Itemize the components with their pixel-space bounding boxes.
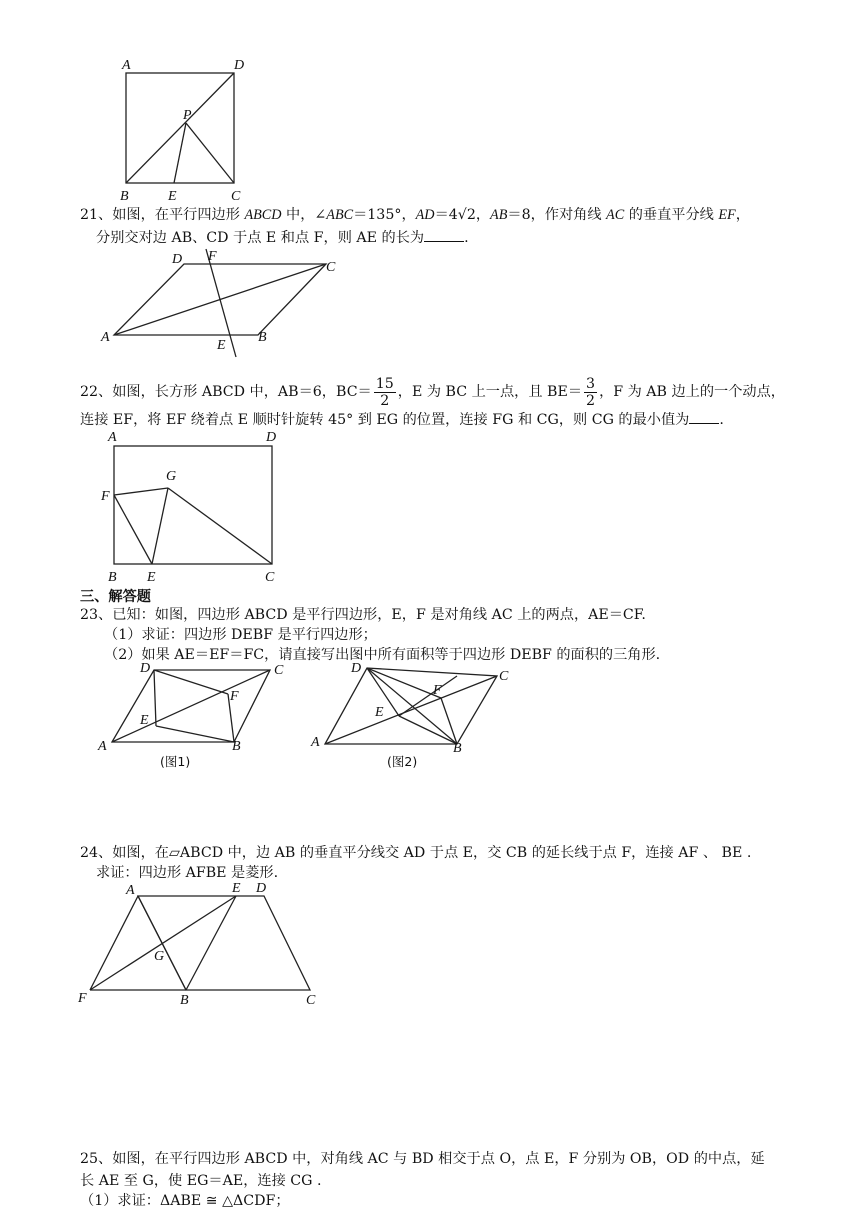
point-e: E <box>140 713 149 728</box>
point-d: D <box>266 430 277 445</box>
point-b: B <box>108 570 117 585</box>
point-b: B <box>180 993 189 1006</box>
fraction-be: $\frac{3}{2}$ <box>586 375 596 409</box>
point-g: G <box>166 469 177 484</box>
q25-line3: （1）求证：ΔABE ≅ △ΔCDF； <box>80 1193 290 1209</box>
q25-line1: 25、如图，在平行四边形 ABCD 中，对角线 AC 与 BD 相交于点 O，点 E，F 分别为 OB，OD 的中点，延 <box>80 1151 765 1167</box>
figure-q23-1 <box>92 660 302 772</box>
point-a: A <box>98 739 107 754</box>
point-f: F <box>230 689 239 704</box>
point-f: F <box>208 249 217 264</box>
point-b: B <box>258 330 267 345</box>
figure-caption: (图2) <box>387 754 418 769</box>
point-e: E <box>217 338 226 353</box>
q23-line3: （2）如果 AE＝EF＝FC，请直接写出图中所有面积等于四边形 DEBF 的面积的三角形. <box>104 647 661 663</box>
figure-q22 <box>98 428 288 586</box>
q21-line2: 分别交对边 AB、CD 于点 E 和点 F，则 AE 的长为 . <box>96 230 469 246</box>
point-e: E <box>375 705 384 720</box>
point-c: C <box>265 570 275 585</box>
figure-q23-2 <box>305 660 520 772</box>
q25-line2: 长 AE 至 G，使 EG＝AE，连接 CG . <box>80 1173 322 1189</box>
q22-line2: 连接 EF，将 EF 绕着点 E 顺时针旋转 45° 到 EG 的位置，连接 FG 和 CG，则 CG 的最小值为 . <box>80 412 724 428</box>
point-d: D <box>140 661 151 676</box>
point-f: F <box>78 991 87 1006</box>
point-c: C <box>306 993 316 1006</box>
point-a: A <box>126 883 135 898</box>
point-f: F <box>433 683 442 698</box>
point-d: D <box>351 661 362 676</box>
point-b: B <box>232 739 241 754</box>
point-a: A <box>311 735 320 750</box>
point-d: D <box>256 881 267 896</box>
point-g: G <box>154 949 165 964</box>
point-c: C <box>326 260 336 275</box>
section-title: 三、解答题 <box>80 589 151 605</box>
point-a: A <box>108 430 117 445</box>
q21-line1: 21、如图，在平行四边形 ABCD 中，∠ABC＝135°，AD＝4√2，AB＝8，作对角线 AC 的垂直平分线 EF， <box>80 207 750 223</box>
figure-q21 <box>98 245 348 365</box>
q23-line1: 23、已知：如图，四边形 ABCD 是平行四边形，E，F 是对角线 AC 上的两点，AE＝CF. <box>80 607 646 623</box>
point-e: E <box>147 570 156 585</box>
q24-line1: 24、如图，在▱ABCD 中，边 AB 的垂直平分线交 AD 于点 E，交 CB 的延长线于点 F，连接 AF 、 BE . <box>80 845 752 861</box>
point-f: F <box>101 489 110 504</box>
q24-line2: 求证：四边形 AFBE 是菱形. <box>96 865 279 881</box>
point-c: C <box>231 189 241 204</box>
figure-caption: (图1) <box>160 754 191 769</box>
q22-line1: 22、如图，长方形 ABCD 中，AB＝6，BC＝ $\frac{15}{2}$ ，E 为 BC 上一点，且 BE＝ $\frac{3}{2}$ ，F 为 AB 边上的一个动点， <box>80 375 785 409</box>
point-p: P <box>183 108 192 123</box>
fraction-bc: $\frac{15}{2}$ <box>375 375 394 409</box>
point-b: B <box>453 741 462 756</box>
point-a: A <box>122 58 131 73</box>
point-a: A <box>101 330 110 345</box>
q23-line2: （1）求证：四边形 DEBF 是平行四边形； <box>104 627 377 643</box>
point-e: E <box>232 881 241 896</box>
point-c: C <box>274 663 284 678</box>
point-c: C <box>499 669 509 684</box>
figure-q24 <box>74 876 334 1006</box>
answer-blank <box>689 410 719 424</box>
point-b: B <box>120 189 129 204</box>
point-d: D <box>172 252 183 267</box>
answer-blank <box>424 228 464 242</box>
figure-q20 <box>110 55 260 205</box>
point-e: E <box>168 189 177 204</box>
point-d: D <box>234 58 245 73</box>
